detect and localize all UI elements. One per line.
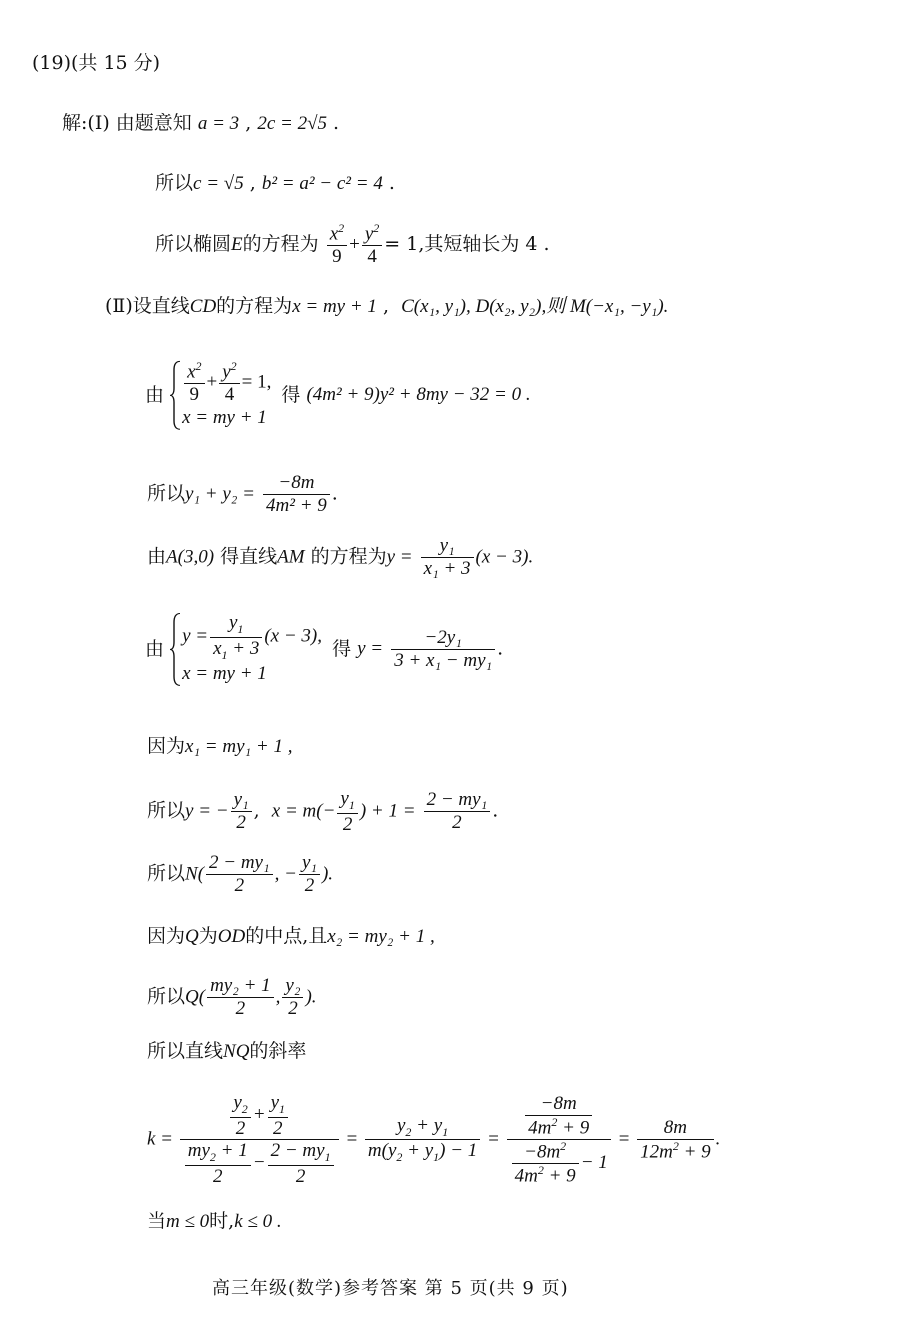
- part1-line2: 所以c = √5 , b² = a² − c² = 4 .: [155, 172, 395, 194]
- problem-header: (19)(共 15 分): [32, 52, 161, 74]
- sys2-result-prefix: 得: [332, 638, 352, 661]
- am-prefix: 由: [147, 545, 167, 568]
- part1-intro: 由题意知: [115, 112, 192, 134]
- system-1-brace-group: $\frac{x^2}{9}$ + $\frac{y^2}{4}$ = 1, x = my + 1: [170, 360, 271, 431]
- am-line: 由A(3,0) 得直线AM 的方程为y = $\frac{\text{y₁}}{\text{x₁ + 3}}$ (x − 3).: [147, 535, 534, 579]
- Q-y-fraction: $\frac{\text{y₂}}{2}$: [282, 975, 303, 1020]
- am-fraction: $\frac{\text{y₁}}{\text{x₁ + 3}}$: [421, 535, 474, 580]
- setup-points: C(x₁, y₁), D(x₂, y₂),则 M(−x₁, −y₁).: [401, 296, 669, 317]
- ellipse-E: E: [231, 234, 243, 256]
- so-y-x-line: 所以y = − $\frac{\text{y₁}}{2}$ , x = m(− $\frac{y_1}{2}$ ) + 1 = $\frac{\text{2 − my₁}}{2}$ .: [147, 788, 499, 835]
- final-prefix: 当: [147, 1210, 167, 1232]
- am-tail: (x − 3).: [475, 546, 534, 568]
- slope-frac-2: $\frac{y_2 + y_1}{m(y_2 + y_1) - 1}$: [365, 1115, 480, 1165]
- N-prefix: 所以: [147, 862, 186, 885]
- sys2-prefix: 由: [145, 638, 165, 661]
- part1-label: (Ⅰ): [87, 112, 110, 134]
- brace-icon: [170, 360, 182, 431]
- slope-equation: k = $\frac{y_2}{2}$ + $\frac{y_1}{2}$ $\frac{my_2 + 1}{2}$ − $\frac{2 - my_1}{2}$ = $\frac{y_2 + y_1}{m(y_2 + y_1) - 1}$ = $\frac{-8m}{4m^2 + 9}$ $\frac{-8m^2}{4m^2 + 9}$ − 1 = $\frac{8m}{12m^2 + 9}$ .: [147, 1092, 721, 1188]
- page-footer: 高三年级(数学)参考答案 第 5 页(共 9 页): [212, 1278, 569, 1299]
- Q-tail: 的中点,且: [245, 925, 328, 947]
- ellipse-x-fraction: $\frac{x^2}{9}$: [327, 222, 347, 268]
- sys2-fraction: $\frac{\text{−2y₁}}{\text{3 + x₁ − my₁}}$: [391, 627, 495, 672]
- conclusion-line: [147, 1210, 282, 1234]
- setup-line-eq: x = my + 1: [292, 296, 377, 317]
- line3-mid: 的方程为: [242, 233, 319, 256]
- N-x-fraction: $\frac{\text{2 − my₁}}{2}$: [206, 852, 273, 897]
- am-point: A(3,0): [166, 546, 215, 568]
- final-mid: 时,: [209, 1210, 235, 1232]
- point-N-line: 所以N( $\frac{\text{2 − my₁}}{2}$ , − $\frac{\text{y₁}}{2}$ ).: [147, 852, 334, 896]
- Q-prefix: 所以: [147, 985, 186, 1008]
- part1-line3: 所以椭圆E的方程为 $\frac{x^2}{9}$ + $\frac{y^2}{4}$ = 1,其短轴长为 4 .: [155, 221, 550, 268]
- Q-eq: x₂ = my₂ + 1 ,: [327, 926, 435, 947]
- ellipse-y-fraction: $\frac{y^2}{4}$: [362, 222, 382, 268]
- b-squared: b² = a² − c² = 4: [261, 173, 383, 194]
- setup-text: 设直线: [132, 295, 190, 317]
- because1-prefix: 因为: [147, 735, 186, 757]
- so-y-prefix: 所以: [147, 799, 186, 822]
- system-1: [145, 360, 531, 431]
- slope-NQ: NQ: [223, 1041, 250, 1062]
- final-cond: m ≤ 0: [166, 1211, 210, 1232]
- eq-c: 2c = 2√5: [257, 113, 327, 134]
- so-x-fraction: $\frac{\text{2 − my₁}}{2}$: [424, 789, 491, 834]
- sum-line: 所以y₁ + y₂ = $\frac{-8m}{\text{4m² + 9}}$ .: [147, 472, 338, 516]
- line3-prefix: 所以椭圆: [155, 233, 232, 256]
- so-y-fraction: $\frac{\text{y₁}}{2}$: [231, 789, 252, 834]
- sys1-prefix: 由: [145, 383, 165, 406]
- N-y-fraction: $\frac{\text{y₁}}{2}$: [299, 852, 320, 897]
- brace-icon: [170, 612, 182, 687]
- solution-label: 解:: [62, 112, 88, 134]
- final-res: k ≤ 0 .: [234, 1211, 282, 1232]
- c-value: c = √5: [193, 173, 244, 194]
- am-text2: 的方程为: [310, 545, 387, 568]
- setup-mid: 的方程为: [216, 295, 293, 317]
- am-AM: AM: [277, 546, 305, 568]
- sys1-row2: x = my + 1: [182, 407, 267, 429]
- point-Q-line: 所以Q( $\frac{\text{my₂ + 1}}{2}$ , $\frac{\text{y₂}}{2}$ ).: [147, 975, 317, 1019]
- part2-setup: (Ⅱ)设直线CD的方程为x = my + 1 , C(x₁, y₁), D(x₂, y₂),则 M(−x₁, −y₁).: [105, 295, 669, 317]
- slope-frac-1: $\frac{y_2}{2}$ + $\frac{y_1}{2}$ $\frac{my_2 + 1}{2}$ − $\frac{2 - my_1}{2}$: [180, 1092, 339, 1188]
- line2-prefix: 所以: [155, 172, 194, 194]
- Q-letter: Q: [185, 926, 199, 947]
- system-2: 由 y = $\frac{y_1}{x_1 + 3}$ (x − 3), x = my + 1 得 y = $\frac{\text{−2y₁}}{\text{3 + x₁ − my₁}}$ .: [145, 612, 503, 687]
- Q-because-line: [147, 925, 435, 949]
- slope-label: [147, 1040, 306, 1064]
- eq-a: a = 3: [197, 113, 240, 134]
- part2-label: (Ⅱ): [105, 295, 133, 317]
- system-2-brace-group: y = $\frac{y_1}{x_1 + 3}$ (x − 3), x = my + 1: [170, 612, 322, 687]
- sys1-result-prefix: 得: [281, 383, 301, 406]
- slope-tail: 的斜率: [249, 1040, 307, 1062]
- sum-fraction: $\frac{-8m}{\text{4m² + 9}}$: [263, 472, 330, 517]
- Q-OD: OD: [217, 926, 246, 947]
- so-x-inner-fraction: $\frac{y_1}{2}$: [337, 788, 357, 835]
- slope-frac-4: $\frac{8m}{12m^2 + 9}$: [637, 1117, 714, 1163]
- slope-text: 所以直线: [147, 1040, 224, 1062]
- sys2-row2: x = my + 1: [182, 663, 267, 685]
- because1-eq: x₁ = my₁ + 1 ,: [185, 736, 293, 757]
- sum-prefix: 所以: [147, 482, 186, 505]
- slope-frac-3: $\frac{-8m}{4m^2 + 9}$ $\frac{-8m^2}{4m^2 + 9}$ − 1: [507, 1093, 611, 1187]
- part1-line1: 解:(Ⅰ) 由题意知 a = 3 , 2c = 2√5 .: [62, 112, 340, 134]
- Q-x-fraction: $\frac{\text{my₂ + 1}}{2}$: [207, 975, 274, 1020]
- am-text: 得直线: [220, 545, 278, 568]
- because-x1: [147, 735, 292, 759]
- Q-because: 因为: [147, 925, 186, 947]
- setup-CD: CD: [189, 296, 217, 317]
- Q-mid: 为: [198, 925, 218, 947]
- sum-lhs: y₁ + y₂ =: [185, 483, 255, 505]
- line3-suffix: = 1,其短轴长为 4 .: [384, 233, 550, 256]
- sys1-result: (4m² + 9)y² + 8my − 32 = 0 .: [306, 383, 531, 405]
